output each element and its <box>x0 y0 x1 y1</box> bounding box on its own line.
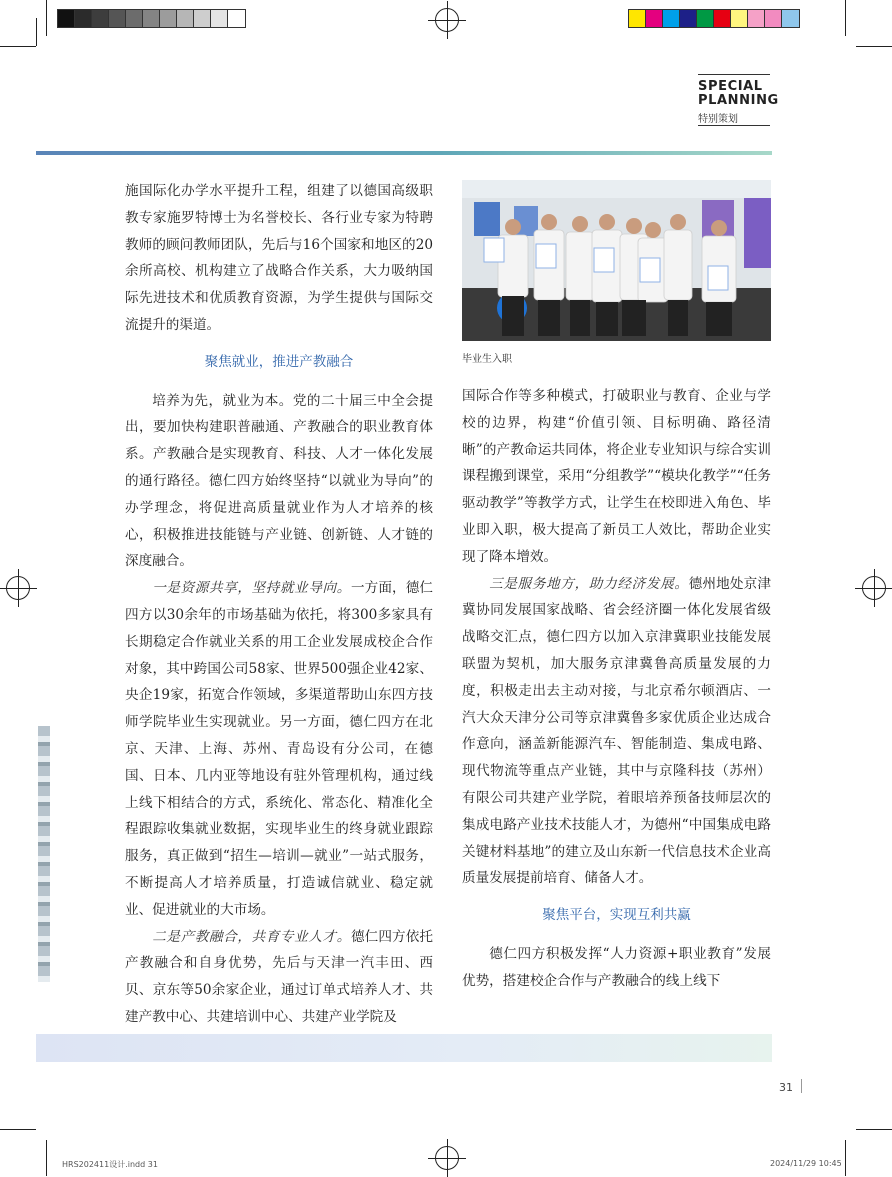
color-swatch <box>680 10 697 27</box>
crop-mark <box>845 0 846 36</box>
color-swatch <box>748 10 765 27</box>
paragraph <box>125 575 433 923</box>
section-heading: 聚焦平台，实现互利共赢 <box>542 907 691 924</box>
color-swatch <box>160 10 177 27</box>
color-swatch <box>228 10 245 27</box>
color-swatch <box>92 10 109 27</box>
color-swatch <box>194 10 211 27</box>
left-column <box>125 178 433 1031</box>
color-swatch <box>629 10 646 27</box>
color-swatch-strip <box>628 9 800 28</box>
color-swatch <box>126 10 143 27</box>
paragraph <box>462 571 771 893</box>
color-swatch <box>646 10 663 27</box>
registration-mark-bottom <box>435 1146 459 1170</box>
paragraph-lead: 二是产教融合，共育专业人才。 <box>152 928 351 945</box>
crop-mark <box>856 1129 892 1130</box>
color-swatch <box>714 10 731 27</box>
page-number-divider <box>801 1079 802 1093</box>
graduates-illustration <box>462 180 771 341</box>
color-swatch <box>663 10 680 27</box>
color-swatch <box>211 10 228 27</box>
gray-swatch-strip <box>57 9 246 28</box>
solar-panel-photo-edge <box>38 726 50 982</box>
photo-caption: 毕业生入职 <box>462 354 512 365</box>
color-swatch <box>75 10 92 27</box>
graduates-photo <box>462 180 771 341</box>
color-swatch <box>697 10 714 27</box>
section-subtitle: 特别策划 <box>698 114 738 125</box>
paragraph-lead: 三是服务地方，助力经济发展。 <box>489 575 689 592</box>
right-column <box>462 383 771 995</box>
paragraph: 国际合作等多种模式，打破职业与教育、企业与学校的边界，构建“价值引领、目标明确、路径清晰”的产教命运共同体，将企业专业知识与综合实训课程搬到课堂，采用“分组教学”“模块化教学”“任务驱动教学”等教学方式，让学生在校即进入角色、毕业即入职，极大提高了新员工人效比，帮助企业实现了降本增效。 <box>462 388 771 565</box>
section-title-line2: PLANNING <box>698 93 779 108</box>
paragraph: 施国际化办学水平提升工程，组建了以德国高级职教专家施罗特博士为名誉校长、各行业专家为特聘教师的顾问教师团队，先后与16个国家和地区的20余所高校、机构建立了战略合作关系，大力吸纳国际先进技术和优质教育资源，为学生提供与国际交流提升的渠道。 <box>125 183 433 333</box>
crop-mark <box>0 46 36 47</box>
footer-gradient-band <box>36 1034 772 1062</box>
color-swatch <box>109 10 126 27</box>
section-heading: 聚焦就业，推进产教融合 <box>204 353 354 370</box>
paragraph: 德仁四方积极发挥“人力资源+职业教育”发展优势，搭建校企合作与产教融合的线上线下 <box>462 945 771 989</box>
registration-mark-top <box>435 8 459 32</box>
registration-mark-left <box>6 576 30 600</box>
header-rule-bottom <box>698 125 770 126</box>
paragraph <box>125 924 433 1031</box>
crop-mark <box>845 1140 846 1176</box>
color-swatch <box>143 10 160 27</box>
section-title <box>698 80 779 108</box>
slug-file-info: HRS202411设计.indd 31 <box>62 1160 158 1169</box>
color-swatch <box>782 10 799 27</box>
header-rule-top <box>698 74 770 75</box>
paragraph-body: 德仁四方依托产教融合和自身优势，先后与天津一汽丰田、西贝、京东等50余家企业，通过订单式培养人才、共建产教中心、共建培训中心、共建产业学院及 <box>125 928 434 1025</box>
paragraph-lead: 一是资源共享，坚持就业导向。 <box>152 580 351 597</box>
crop-mark <box>36 18 37 46</box>
paragraph: 培养为先，就业为本。党的二十届三中全会提出，要加快构建职普融通、产教融合的职业教育体系。产教融合是实现教育、科技、人才一体化发展的通行路径。德仁四方始终坚持“以就业为导向”的办学理念，将促进高质量就业作为人才培养的核心，积极推进技能链与产业链、创新链、人才链的深度融合。 <box>125 392 433 570</box>
crop-mark <box>46 1140 47 1176</box>
slug-timestamp: 2024/11/29 10:45 <box>770 1159 842 1168</box>
crop-mark <box>0 1129 36 1130</box>
crop-mark <box>856 46 892 47</box>
crop-mark <box>46 0 47 36</box>
registration-mark-right <box>862 576 886 600</box>
color-swatch <box>765 10 782 27</box>
color-swatch <box>731 10 748 27</box>
color-swatch <box>177 10 194 27</box>
color-swatch <box>58 10 75 27</box>
section-title-line1: SPECIAL <box>698 79 763 94</box>
paragraph-body: 德州地处京津冀协同发展国家战略、省会经济圈一体化发展省级战略交汇点，德仁四方以加入京津冀职业技能发展联盟为契机，加大服务京津冀鲁高质量发展的力度，积极走出去主动对接，与北京希尔顿酒店、一汽大众天津分公司等京津冀鲁多家优质企业达成合作意向，涵盖新能源汽车、智能制造、集成电路、现代物流等重点产业链，其中与京隆科技（苏州）有限公司共建产业学院，着眼培养预备技师层次的集成电路产业技术技能人才，为德州“中国集成电路关键材料基地”的建立及山东新一代信息技术企业高质量发展提前培育、储备人才。 <box>462 575 772 887</box>
page-number: 31 <box>779 1081 793 1094</box>
header-gradient-band <box>36 151 772 155</box>
paragraph-body: 一方面，德仁四方以30余年的市场基础为依托，将300多家具有长期稳定合作就业关系的用工企业发展成校企合作对象，其中跨国公司58家、世界500强企业42家、央企19家，拓宽合作领域，多渠道帮助山东四方技师学院毕业生实现就业。另一方面，德仁四方在北京、天津、上海、苏州、青岛设有分公司，在德国、日本、几内亚等地设有驻外管理机构，通过线上线下相结合的方式，系统化、常态化、精准化全程跟踪收集就业数据，实现毕业生的终身就业跟踪服务，真正做到“招生—培训—就业”一站式服务，不断提高人才培养质量，打造诚信就业、稳定就业、促进就业的大市场。 <box>125 580 434 918</box>
